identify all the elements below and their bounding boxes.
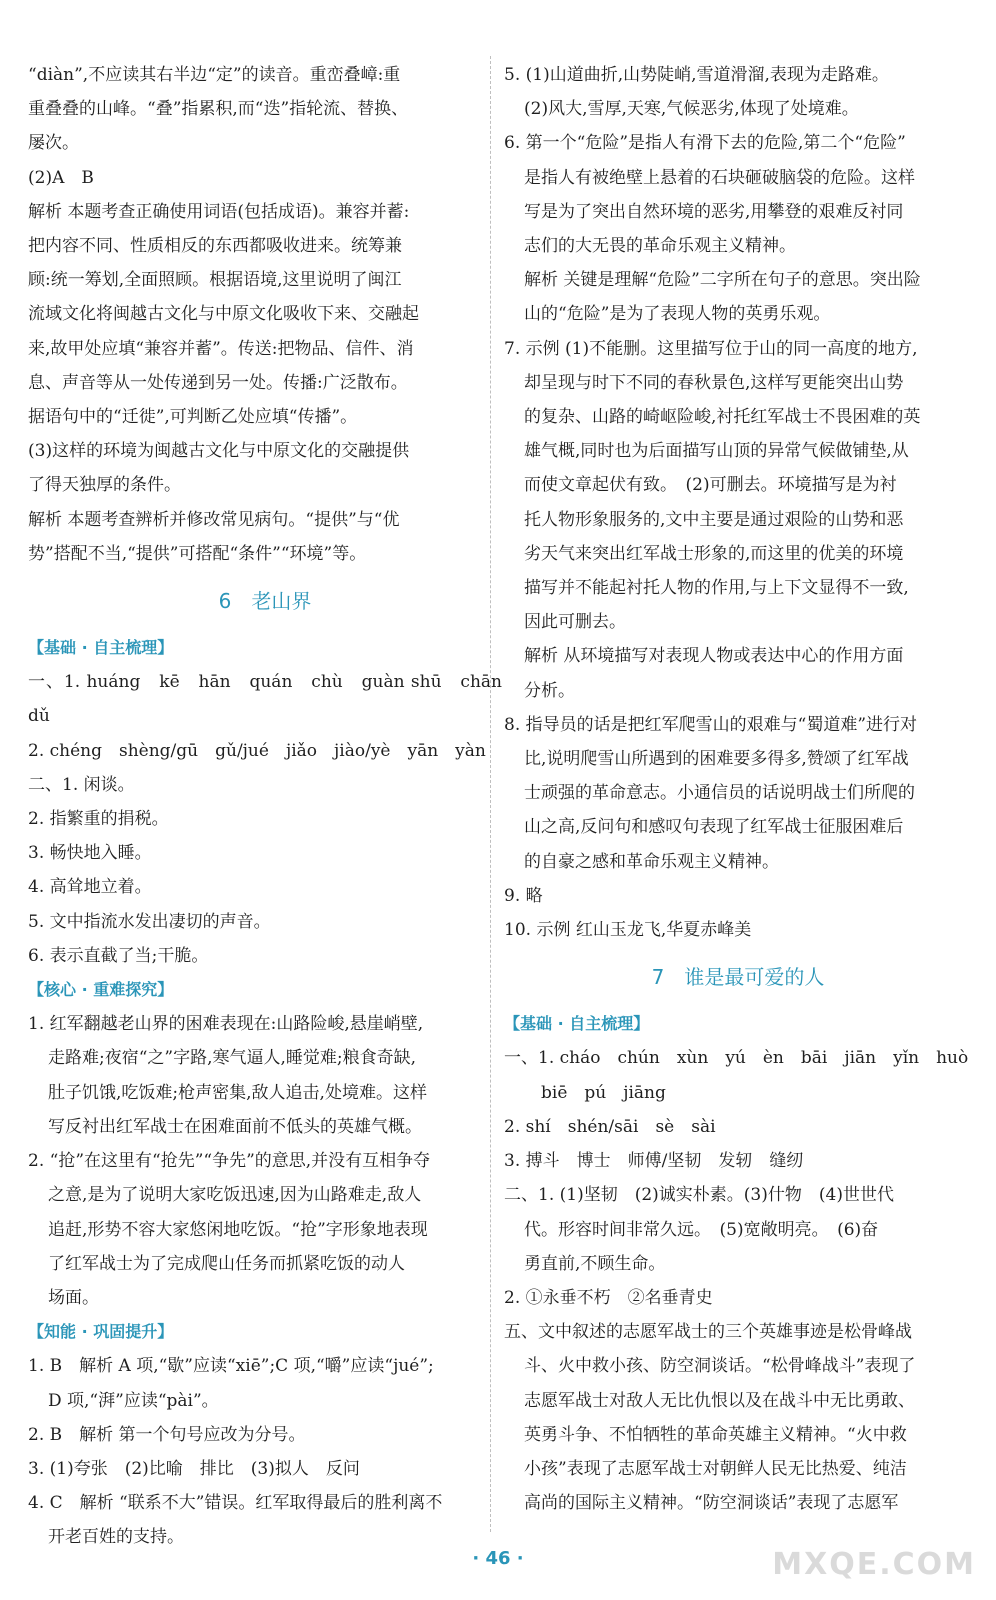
text-line: 场面。 [48, 1287, 99, 1308]
text-line: 2. B 解析 第一个句号应改为分号。 [28, 1424, 306, 1445]
text-line: 之意,是为了说明大家吃饭迅速,因为山路难走,敌人 [48, 1185, 422, 1206]
column-divider [490, 56, 491, 1532]
section-title [28, 571, 502, 631]
text-line: 写反衬出红军战士在困难面前不低头的英雄气概。 [48, 1116, 422, 1137]
watermark-logo: MXQE.COM [772, 1547, 976, 1582]
section-title [504, 947, 972, 1007]
text-line: 英勇斗争、不怕牺牲的革命英雄主义精神。“火中救 [524, 1424, 907, 1445]
text-line: 雄气概,同时也为后面描写山顶的异常气候做铺垫,从 [524, 441, 909, 462]
text-line: 一、1. cháo chún xùn yú èn bāi jiān yǐn huò [504, 1048, 969, 1069]
section-title-text: 谁是最可爱的人 [684, 965, 825, 990]
text-line: 2. 指繁重的捐税。 [28, 809, 169, 830]
text-line: 走路难;夜宿“之”字路,寒气逼人,睡觉难;粮食奇缺, [48, 1048, 417, 1069]
text-line: 息、声音等从一处传递到另一处。传播:广泛散布。 [28, 372, 408, 393]
text-line: 了得天独厚的条件。 [28, 475, 181, 496]
text-line: 志们的大无畏的革命乐观主义精神。 [524, 236, 796, 257]
text-line: 托人物形象服务的,文中主要是通过艰险的山势和恶 [524, 509, 904, 530]
text-line: 势”搭配不当,“提供”可搭配“条件”“环境”等。 [28, 543, 367, 564]
text-line: 4. C 解析 “联系不大”错误。红军取得最后的胜利离不 [28, 1493, 443, 1514]
text-line: 9. 略 [504, 885, 543, 906]
text-line: 一、1. huáng kē hān quán chù guàn shū chān dǔ [28, 672, 519, 727]
text-line: 士顽强的革命意志。小通信员的话说明战士们所爬的 [524, 783, 915, 804]
text-line: biē pú jiāng [524, 1082, 666, 1103]
text-line: (3)这样的环境为闽越古文化与中原文化的交融提供 [28, 441, 410, 462]
text-line: 劣天气来突出红军战士形象的,而这里的优美的环境 [524, 543, 904, 564]
text-line: “diàn”,不应读其右半边“定”的读音。重峦叠嶂:重 [28, 65, 401, 85]
text-line: 2. “抢”在这里有“抢先”“争先”的意思,并没有互相争夺 [28, 1151, 431, 1172]
text-line: 10. 示例 红山玉龙飞,华夏赤峰美 [504, 920, 752, 941]
text-line: 解析 本题考查正确使用词语(包括成语)。兼容并蓄: [28, 201, 410, 222]
text-line: (2)A B [28, 167, 94, 188]
text-line: 2. ①永垂不朽 ②名垂青史 [504, 1287, 713, 1308]
text-line: 1. 红军翻越老山界的困难表现在:山路险峻,悬崖峭壁, [28, 1014, 424, 1035]
text-line: 高尚的国际主义精神。“防空洞谈话”表现了志愿军 [524, 1493, 899, 1514]
left-column [28, 58, 519, 1555]
text-line: 比,说明爬雪山所遇到的困难要多得多,赞颂了红军战 [524, 749, 909, 770]
text-line: 7. 示例 (1)不能删。这里描写位于山的同一高度的地方, [504, 338, 918, 359]
text-line: 屡次。 [28, 133, 79, 154]
text-line: 3. 畅快地入睡。 [28, 843, 152, 864]
section-title-text: 老山界 [251, 589, 312, 614]
section-header: 【知能 · 巩固提升】 [28, 1322, 174, 1342]
page-number: · 46 · [472, 1548, 524, 1569]
text-line: 6. 第一个“危险”是指人有滑下去的危险,第二个“危险” [504, 133, 906, 154]
text-line: 4. 高耸地立着。 [28, 877, 152, 898]
text-line: 志愿军战士对敌人无比仇恨以及在战斗中无比勇敢、 [524, 1390, 915, 1411]
text-line: 描写并不能起衬托人物的作用,与上下文显得不一致, [524, 578, 909, 599]
text-line: 来,故甲处应填“兼容并蓄”。传送:把物品、信件、消 [28, 338, 414, 359]
text-line: 5. 文中指流水发出凄切的声音。 [28, 911, 271, 932]
text-line: 流域文化将闽越古文化与中原文化吸收下来、交融起 [28, 304, 419, 325]
text-line: 小孩”表现了志愿军战士对朝鲜人民无比热爱、纯洁 [524, 1458, 907, 1479]
text-line: 据语句中的“迁徙”,可判断乙处应填“传播”。 [28, 407, 358, 428]
text-line: 5. (1)山道曲折,山势陡峭,雪道滑溜,表现为走路难。 [504, 65, 889, 85]
text-line: 的复杂、山路的崎岖险峻,衬托红军战士不畏困难的英 [524, 407, 921, 428]
text-line: 解析 关键是理解“危险”二字所在句子的意思。突出险 [524, 270, 921, 291]
text-line: 写是为了突出自然环境的恶劣,用攀登的艰难反衬同 [524, 201, 904, 222]
text-line: 因此可删去。 [524, 612, 626, 633]
text-line: 五、文中叙述的志愿军战士的三个英雄事迹是松骨峰战 [504, 1322, 912, 1343]
text-line: 而使文章起伏有致。 (2)可删去。环境描写是为衬 [524, 475, 897, 496]
text-line: 代。形容时间非常久远。 (5)宽敞明亮。 (6)奋 [524, 1219, 879, 1240]
text-line: 重叠叠的山峰。“叠”指累积,而“迭”指轮流、替换、 [28, 99, 409, 120]
text-line: 斗、火中救小孩、防空洞谈话。“松骨峰战斗”表现了 [524, 1356, 916, 1377]
text-line: 山的“危险”是为了表现人物的英勇乐观。 [524, 304, 831, 325]
text-line: 解析 本题考查辨析并修改常见病句。“提供”与“优 [28, 509, 400, 530]
section-number: 7 [651, 965, 665, 990]
text-line: 解析 从环境描写对表现人物或表达中心的作用方面 [524, 646, 904, 667]
text-line: 2. shí shén/sāi sè sài [504, 1116, 716, 1137]
text-line: 是指人有被绝壁上悬着的石块砸破脑袋的危险。这样 [524, 167, 915, 188]
text-line: 开老百姓的支持。 [48, 1527, 184, 1548]
text-line: 勇直前,不顾生命。 [524, 1253, 666, 1274]
text-line: 3. (1)夸张 (2)比喻 排比 (3)拟人 反问 [28, 1458, 360, 1479]
text-line: 8. 指导员的话是把红军爬雪山的艰难与“蜀道难”进行对 [504, 714, 918, 735]
section-header: 【核心 · 重难探究】 [28, 980, 174, 1000]
text-line: 山之高,反问句和感叹句表现了红军战士征服困难后 [524, 817, 904, 838]
text-line: 二、1. 闲谈。 [28, 774, 135, 795]
text-line: 肚子饥饿,吃饭难;枪声密集,敌人追击,处境难。这样 [48, 1082, 427, 1103]
text-line: 1. B 解析 A 项,“歇”应读“xiē”;C 项,“嚼”应读“jué”; [28, 1356, 434, 1377]
right-column [504, 58, 972, 1520]
section-header: 【基础 · 自主梳理】 [28, 638, 174, 658]
text-line: 6. 表示直截了当;干脆。 [28, 945, 209, 966]
text-line: 追赶,形势不容大家悠闲地吃饭。“抢”字形象地表现 [48, 1219, 428, 1240]
section-number: 6 [218, 589, 232, 614]
text-line: 分析。 [524, 680, 575, 701]
text-line: 二、1. (1)坚韧 (2)诚实朴素。(3)什物 (4)世世代 [504, 1185, 894, 1206]
text-line: 却呈现与时下不同的春秋景色,这样写更能突出山势 [524, 372, 904, 393]
text-line: 的自豪之感和革命乐观主义精神。 [524, 851, 779, 872]
text-line: 顾:统一筹划,全面照顾。根据语境,这里说明了闽江 [28, 270, 402, 291]
text-line: 2. chéng shèng/gū gǔ/jué jiǎo jiào/yè yān yàn [28, 740, 486, 761]
section-header: 【基础 · 自主梳理】 [504, 1014, 650, 1034]
text-line: (2)风大,雪厚,天寒,气候恶劣,体现了处境难。 [524, 99, 859, 120]
text-line: 把内容不同、性质相反的东西都吸收进来。统筹兼 [28, 236, 402, 257]
text-line: 3. 搏斗 博士 师傅/坚韧 发轫 缝纫 [504, 1151, 804, 1172]
text-line: 了红军战士为了完成爬山任务而抓紧吃饭的动人 [48, 1253, 405, 1274]
text-line: D 项,“湃”应读“pài”。 [48, 1390, 219, 1411]
